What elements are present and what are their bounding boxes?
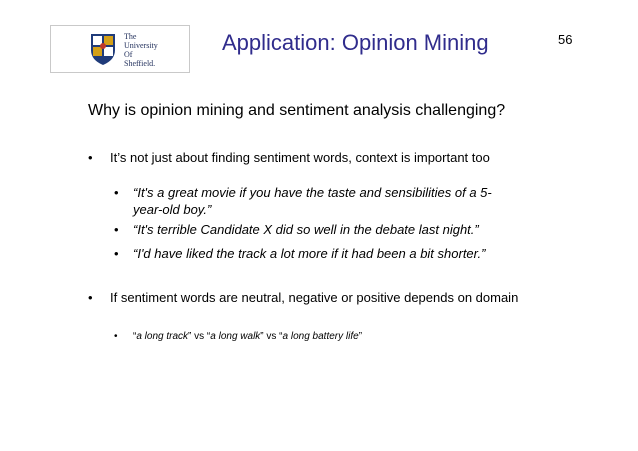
example-phrase: a long walk — [210, 331, 261, 342]
example-phrase: a long track — [136, 331, 189, 342]
vs-separator: ” vs “ — [260, 331, 283, 342]
logo-line: University — [124, 41, 158, 50]
bullet-dot-icon: • — [114, 331, 118, 342]
bullet-dot-icon: • — [114, 185, 119, 200]
page-number: 56 — [558, 32, 573, 47]
bullet-dot-icon: • — [88, 290, 93, 305]
vs-separator: ” vs “ — [188, 331, 211, 342]
logo-wordmark — [124, 32, 158, 68]
quote-mark: “ — [133, 331, 137, 342]
university-crest-icon — [89, 32, 117, 66]
bullet-dot-icon: • — [114, 222, 119, 237]
sub-bullet-text: “It's a great movie if you have the taste and sensibilities of a 5-year-old boy.” — [133, 185, 492, 217]
bullet-text: If sentiment words are neutral, negative or positive depends on domain — [110, 290, 519, 305]
sub-bullet-text: “I'd have liked the track a lot more if it had been a bit shorter.” — [133, 246, 486, 261]
bullet-dot-icon: • — [88, 150, 93, 165]
logo-line: Sheffield. — [124, 59, 156, 68]
bullet-dot-icon: • — [114, 246, 119, 261]
slide-question: Why is opinion mining and sentiment analysis challenging? — [88, 102, 506, 119]
bullet-text: It’s not just about finding sentiment words, context is important too — [110, 150, 490, 165]
logo-line: Of — [124, 50, 133, 59]
example-phrase: a long battery life — [282, 331, 359, 342]
quote-mark: ” — [358, 331, 363, 342]
sub-bullet-text — [133, 328, 362, 345]
slide-title: Application: Opinion Mining — [222, 30, 489, 55]
sub-bullet-text: “It's terrible Candidate X did so well in the debate last night.” — [133, 222, 479, 237]
logo-line: The — [124, 32, 137, 41]
university-logo — [50, 25, 190, 73]
